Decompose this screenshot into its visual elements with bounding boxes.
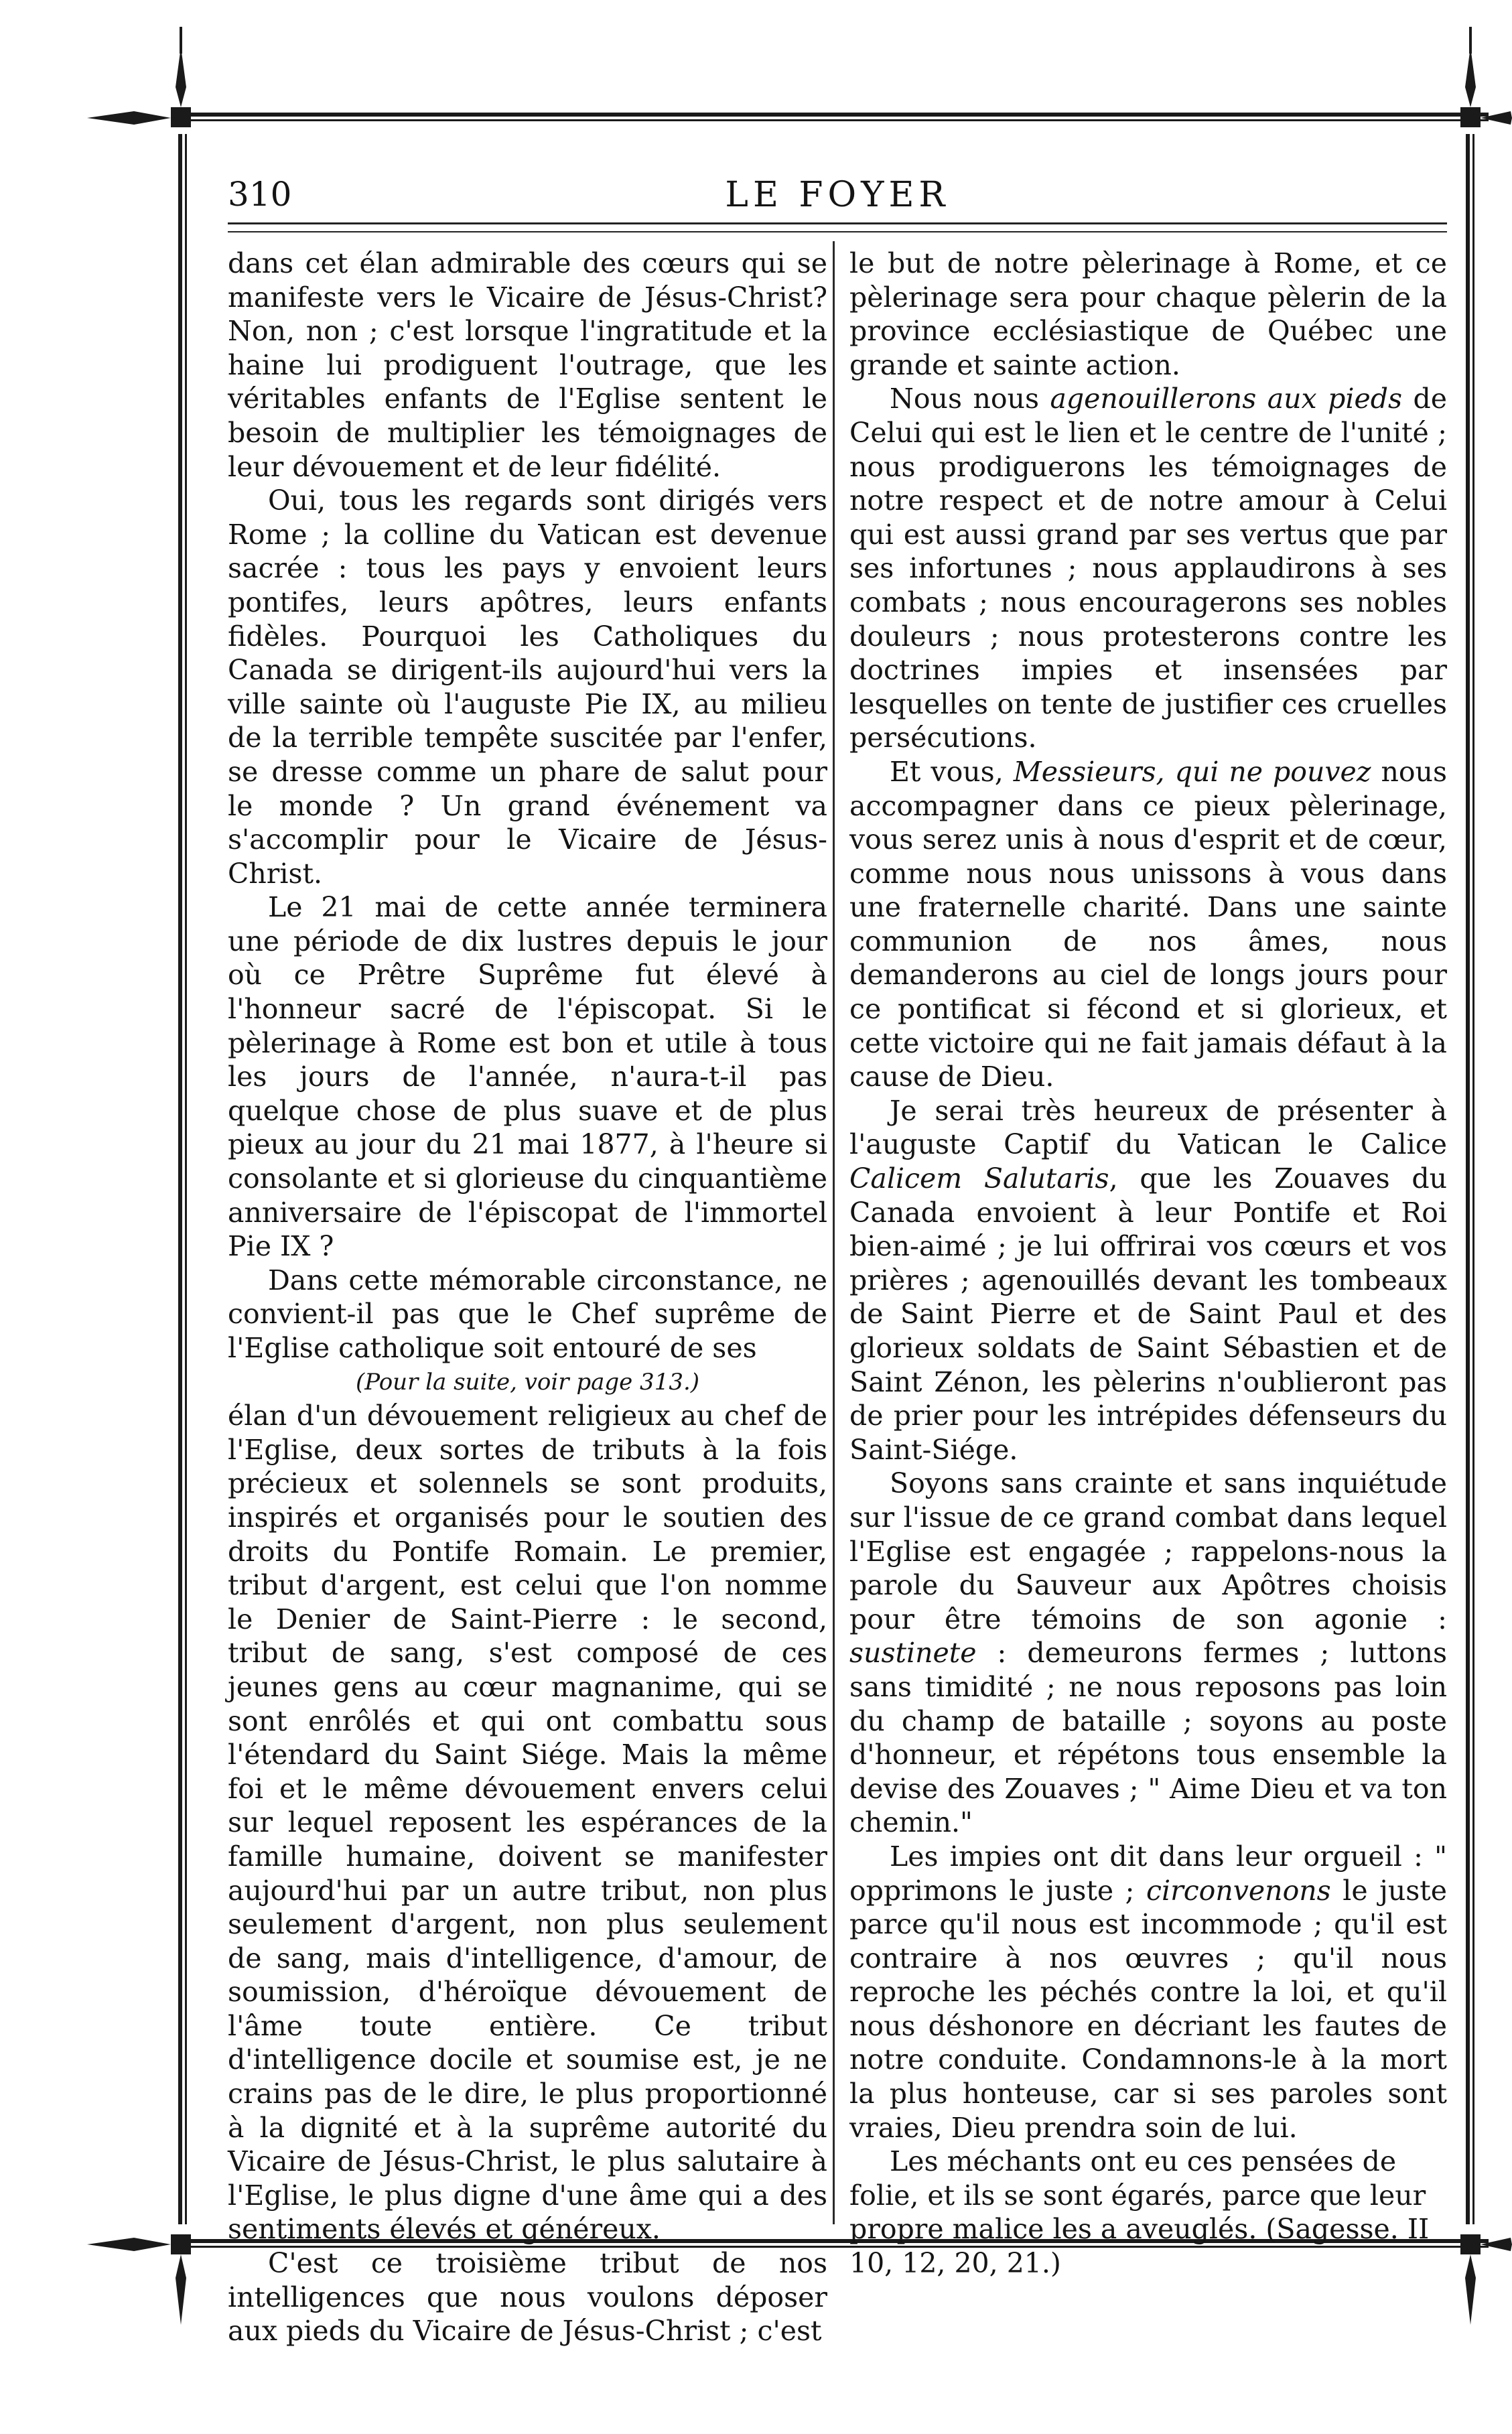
left-paragraph-4: Dans cette mémorable circonstance, ne convient-il pas que le Chef suprême de l'Eglise catholique soit entouré de ses	[228, 1264, 827, 1364]
right-paragraph-3	[849, 755, 1447, 1094]
right-column	[849, 247, 1447, 2281]
right-paragraph-2-text-b: de Celui qui est le lien et le centre de l'unité ; nous prodiguerons les témoignages de notre respect et de notre amour à Celui qui est aussi grand par ses vertus que par ses infortunes ; nous applaudirons à ses combats ; nous encouragerons ses nobles douleurs ; nous protesterons contre les doctrines impies et insensées par lesquelles on tente de justifier ces cruelles persécutions.	[849, 383, 1447, 754]
running-title: LE FOYER	[725, 175, 950, 215]
right-paragraph-3-italic: Messieurs, qui ne pouvez	[1013, 755, 1371, 788]
column-divider	[833, 241, 835, 2224]
right-paragraph-5-text-b: : demeurons fermes ; luttons sans timidité ; ne nous reposons pas loin du champ de bataille ; soyons au poste d'honneur, et répétons tous ensemble la devise des Zouaves ; " Aime Dieu et va ton chemin."	[849, 1637, 1447, 1839]
right-paragraph-3-text-b: nous accompagner dans ce pieux pèlerinage, vous serez unis à nous d'esprit et de cœur, comme nous nous unissons à vous dans une fraternelle charité. Dans une sainte communion de nos âmes, nous demanderons au ciel de longs jours pour ce pontificat si fécond et si glorieux, et cette victoire qui ne fait jamais défaut à la cause de Dieu.	[849, 755, 1447, 1093]
right-paragraph-5-italic: sustinete	[849, 1637, 977, 1670]
right-paragraph-5	[849, 1467, 1447, 1840]
left-paragraph-6: C'est ce troisième tribut de nos intelligences que nous voulons déposer aux pieds du Vicaire de Jésus-Christ ; c'est	[228, 2247, 827, 2348]
header-rule	[228, 222, 1447, 232]
right-paragraph-6-italic: circonvenons	[1146, 1874, 1331, 1907]
right-paragraph-3-text-a: Et vous,	[890, 755, 1014, 788]
right-paragraph-6-text-a: Les impies ont dit dans leur orgueil : " opprimons le juste ;	[849, 1840, 1447, 1907]
right-paragraph-6-text-b: le juste parce qu'il nous est incommode ; qu'il est contraire à nos œuvres ; qu'il nous reproche les péchés contre la loi, et qu'il nous déshonore en décriant les fautes de notre conduite. Condamnons-le à la mort la plus honteuse, car si ses paroles sont vraies, Dieu prendra soin de lui.	[849, 1874, 1448, 2144]
right-paragraph-1: le but de notre pèlerinage à Rome, et ce pèlerinage sera pour chaque pèlerin de la province ecclésiastique de Québec une grande et sainte action.	[849, 247, 1447, 381]
page-number: 310	[228, 175, 292, 214]
continuation-note: (Pour la suite, voir page 313.)	[355, 1368, 700, 1396]
right-paragraph-7: Les méchants ont eu ces pensées de folie, et ils se sont égarés, parce que leur propre malice les a aveuglés. (Sagesse. II 10, 12, 20, 21.)	[849, 2145, 1430, 2280]
left-paragraph-5: élan d'un dévouement religieux au chef de l'Eglise, deux sortes de tributs à la fois précieux et solennels se sont produits, inspirés et organisés pour le soutien des droits du Pontife Romain. Le premier, tribut d'argent, est celui que l'on nomme le Denier de Saint-Pierre : le second, tribut de sang, s'est composé de ces jeunes gens au cœur magnanime, qui se sont enrôlés et qui ont combattu sous l'étendard du Saint Siége. Mais la même foi et le même dévouement envers celui sur lequel reposent les espérances de la famille humaine, doivent se manifester aujourd'hui par un autre tribut, non plus seulement d'argent, non plus seulement de sang, mais d'intelligence, d'amour, de soumission, d'héroïque dévouement de l'âme toute entière. Ce tribut d'intelligence docile et soumise est, je ne crains pas de le dire, le plus proportionné à la dignité et à la suprême autorité du Vicaire de Jésus-Christ, le plus salutaire à l'Eglise, le plus digne d'une âme qui a des sentiments élevés et généreux.	[228, 1400, 827, 2246]
right-paragraph-2-text-a: Nous nous	[890, 383, 1050, 415]
left-column	[228, 247, 827, 2348]
left-paragraph-1: dans cet élan admirable des cœurs qui se manifeste vers le Vicaire de Jésus-Christ? Non, non ; c'est lorsque l'ingratitude et la haine lui prodiguent l'outrage, que les véritables enfants de l'Eglise sentent le besoin de multiplier les témoignages de leur dévouement et de leur fidélité.	[228, 247, 827, 483]
right-paragraph-4	[849, 1094, 1447, 1467]
right-paragraph-4-text-a: Je serai très heureux de présenter à l'auguste Captif du Vatican le Calice	[849, 1094, 1447, 1161]
left-paragraph-3: Le 21 mai de cette année terminera une période de dix lustres depuis le jour où ce Prêtre Suprême fut élevé à l'honneur sacré de l'épiscopat. Si le pèlerinage à Rome est bon et utile à tous les jours de l'année, n'aura-t-il pas quelque chose de plus suave et de plus pieux au jour du 21 mai 1877, à l'heure si consolante et si glorieuse du cinquantième anniversaire de l'épiscopat de l'immortel Pie IX ?	[228, 891, 827, 1263]
left-paragraph-2: Oui, tous les regards sont dirigés vers Rome ; la colline du Vatican est devenue sacrée : tous les pays y envoient leurs pontifes, leurs apôtres, leurs enfants fidèles. Pourquoi les Catholiques du Canada se dirigent-ils aujourd'hui vers la ville sainte où l'auguste Pie IX, au milieu de la terrible tempête suscitée par l'enfer, se dresse comme un phare de salut pour le monde ? Un grand événement va s'accomplir pour le Vicaire de Jésus-Christ.	[228, 484, 827, 890]
right-paragraph-5-text-a: Soyons sans crainte et sans inquiétude sur l'issue de ce grand combat dans lequel l'Eglise est engagée ; rappelons-nous la parole du Sauveur aux Apôtres choisis pour être témoins de son agonie :	[849, 1467, 1447, 1635]
right-paragraph-4-italic: Calicem Salutaris	[849, 1162, 1109, 1195]
right-paragraph-2-italic: agenouillerons aux pieds	[1050, 383, 1403, 415]
right-paragraph-6	[849, 1840, 1447, 2145]
right-paragraph-2	[849, 382, 1447, 755]
right-paragraph-4-text-b: , que les Zouaves du Canada envoient à leur Pontife et Roi bien-aimé ; je lui offrirai vos cœurs et vos prières ; agenouillés devant les tombeaux de Saint Pierre et de Saint Paul et des glorieux soldats de Saint Sébastien et de Saint Zénon, les pèlerins n'oublieront pas de prier pour les intrépides défenseurs du Saint-Siége.	[849, 1162, 1447, 1466]
